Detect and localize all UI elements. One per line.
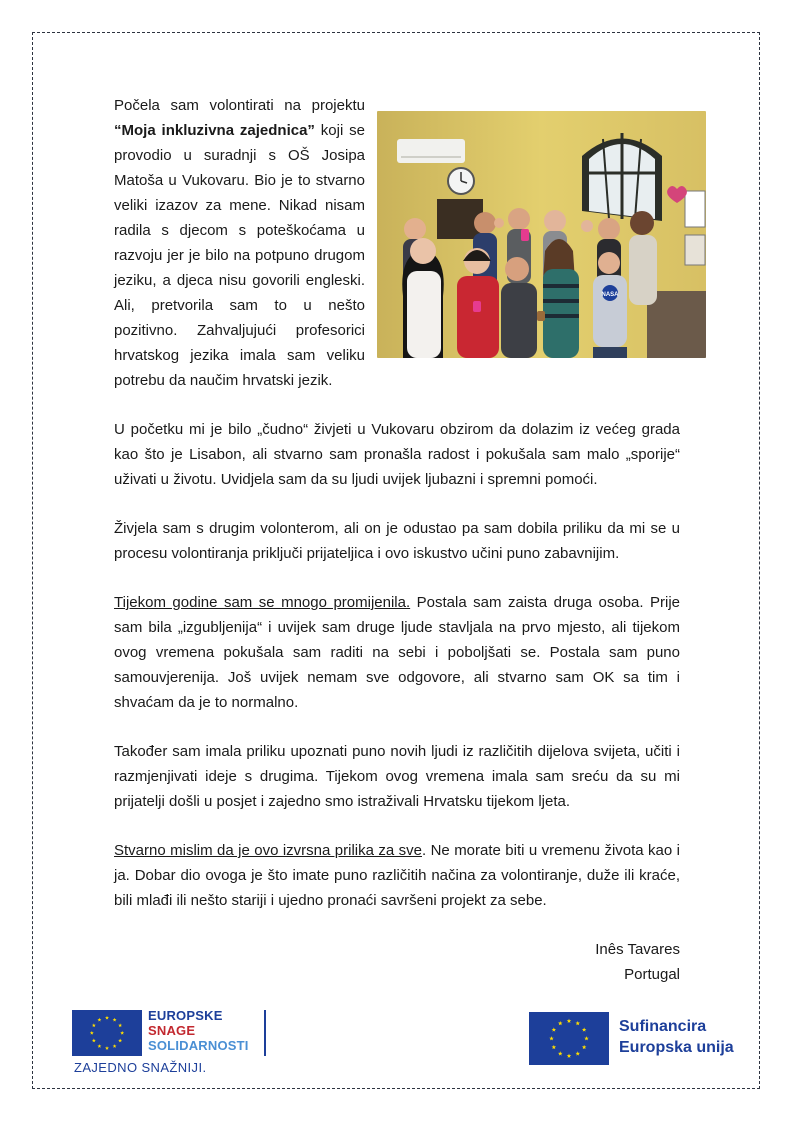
cofund-line-2: Europska unija <box>619 1039 734 1056</box>
eu-flag-icon <box>72 1010 142 1056</box>
paragraph-1-body: koji se provodio u suradnji s OŠ Josipa Matoša u Vukovaru. Bio je to stvarno veliki izazov za mene. Nikad nisam radila s djecom s poteškoćama u razvoju jer je bilo na potpuno drugom jeziku, a djeca nisu govorili engleski. Ali, pretvorila sam to u nešto pozitivno. Zahvaljujući profesorici hrvatskog jezika imala sam veliku potrebu da naučim hrvatski jezik. <box>114 122 365 389</box>
logo-divider <box>264 1010 266 1056</box>
paragraph-4-body: Postala sam zaista druga osoba. Prije sam bila „izgubljenija“ i uvijek sam druge ljude stavljala na prvo mjesto, ali tijekom ovog vremena pokušala sam raditi na sebi i poboljšati se. Postala sam puno samouvjerenija. Još uvijek nemam sve odgovore, ali stvarno sam OK sa tim i shvaćam da je to normalno. <box>114 594 681 711</box>
paragraph-6-underlined: Stvarno mislim da je ovo izvrsna prilika za sve <box>114 842 422 859</box>
paragraph-4-underlined: Tijekom godine sam se mnogo promijenila. <box>114 594 411 611</box>
paragraph-5: Također sam imala priliku upoznati puno novih ljudi iz različitih dijelova svijeta, učiti i razmjenjivati ideje s drugima. Tijekom ovog vremena imala sam sreću da su mi prijatelji došli u posjet i zajedno smo istraživali Hrvatsku tijekom ljeta. <box>114 743 680 810</box>
cofund-line-1: Sufinancira <box>619 1018 707 1035</box>
ess-tagline: ZAJEDNO SNAŽNIJI. <box>74 1060 207 1075</box>
ess-line-3: SOLIDARNOSTI <box>148 1038 249 1053</box>
ess-line-1: EUROPSKE <box>148 1008 223 1023</box>
paragraph-1-intro: Počela sam volontirati na projektu <box>114 97 365 114</box>
nasa-shirt-logo: NASA <box>601 292 619 298</box>
paragraph-3: Živjela sam s drugim volonterom, ali on je odustao pa sam dobila priliku da mi se u procesu volontiranja priključi prijateljica i ovo iskustvo učini puno zabavnijim. <box>114 520 680 562</box>
eu-cofunded-logo <box>529 1012 759 1068</box>
paragraph-2: U početku mi je bilo „čudno“ živjeti u Vukovaru obzirom da dolazim iz većeg grada kao što je Lisabon, ali stvarno sam pronašla radost i pokušala sam malo „sporije“ uživati u životu. Uvidjela sam da su ljudi uvijek ljubazni i spremni pomoći. <box>114 421 680 488</box>
volunteers-photo-illustration <box>377 111 706 358</box>
ess-line-2: SNAGE <box>148 1023 196 1038</box>
group-photo <box>377 111 706 358</box>
article-body <box>114 93 680 913</box>
paragraph-6-body: . Ne morate biti u vremenu života kao i ja. Dobar dio ovoga je što imate puno različitih načina za volontiranje, duže ili kraće, bili mlađi ili nešto stariji i ujedno pronaći savršeni projekt za sebe. <box>114 842 680 909</box>
project-name: “Moja inkluzivna zajednica” <box>114 122 315 139</box>
author-country: Portugal <box>624 966 680 983</box>
paragraph-6 <box>114 838 680 913</box>
eu-flag-icon <box>529 1012 609 1065</box>
author-name: Inês Tavares <box>595 941 680 958</box>
european-solidarity-corps-logo <box>72 1008 272 1078</box>
paragraph-4 <box>114 590 680 715</box>
signature <box>595 937 680 987</box>
